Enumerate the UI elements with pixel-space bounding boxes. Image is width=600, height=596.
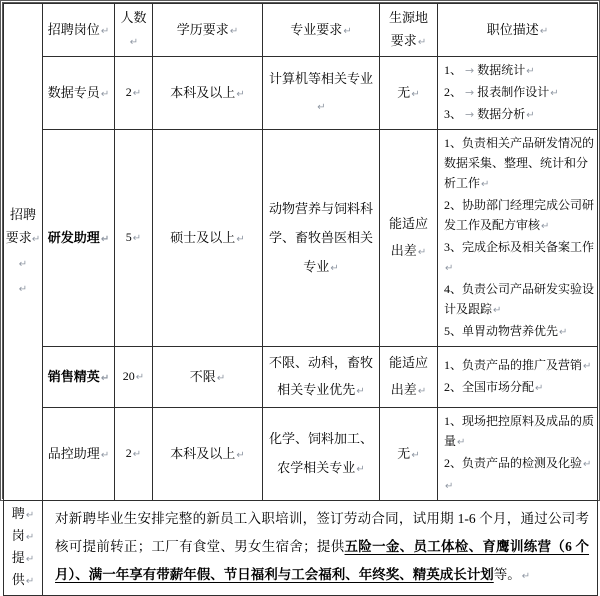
cell-description [438, 408, 598, 501]
cell-position: 数据专员↵ [43, 57, 115, 130]
desc-item: 2、协助部门经理完成公司研发工作及配方审核↵ [444, 198, 595, 232]
cell-major: 不限、动科，畜牧相关专业优先↵ [263, 347, 380, 408]
desc-item: 2、 → 报表制作设计↵ [444, 85, 559, 99]
header-education: 学历要求↵ [153, 4, 263, 57]
footer-label-offer: 聘↵ 岗↵ 提↵ 供↵ [4, 501, 43, 596]
paragraph-mark: ↵ [330, 262, 339, 274]
table-row-benefits [4, 501, 598, 596]
left-label-line2: 要求 [5, 230, 32, 245]
cell-major: 化学、饲料加工、农学相关专业↵ [263, 408, 380, 501]
paragraph-mark: ↵ [526, 66, 535, 77]
table-row-sales-elite [4, 347, 598, 408]
paragraph-mark: ↵ [100, 88, 110, 100]
paragraph-mark: ↵ [417, 37, 427, 48]
table-header-row [4, 4, 598, 57]
paragraph-mark: ↵ [411, 449, 420, 461]
paragraph-mark: ↵ [481, 179, 490, 190]
paragraph-mark: ↵ [445, 263, 454, 274]
cell-description [438, 130, 598, 347]
paragraph-mark: ↵ [356, 464, 365, 475]
paragraph-mark: ↵ [526, 110, 535, 121]
cell-description [438, 347, 598, 408]
paragraph-mark: ↵ [535, 383, 544, 394]
cell-count: 2↵ [115, 57, 153, 130]
paragraph-mark: ↵ [216, 372, 226, 384]
table-row-data-specialist [4, 57, 598, 130]
desc-item: 1、 → 数据统计↵ [444, 63, 535, 77]
tab-mark: → [465, 86, 475, 99]
cell-major: 计算机等相关专业↵ [263, 57, 380, 130]
paragraph-mark: ↵ [356, 386, 365, 397]
left-label-line1: 招聘 [9, 207, 36, 222]
paragraph-mark: ↵ [129, 37, 139, 48]
cell-position: 品控助理↵ [43, 408, 115, 501]
cell-origin: 无↵ [380, 57, 438, 130]
desc-item: 2、负责产品的检测及化验↵ [444, 456, 592, 470]
paragraph-mark: ↵ [417, 247, 427, 258]
header-position: 招聘岗位↵ [43, 4, 115, 57]
paragraph-mark: ↵ [100, 25, 110, 37]
cell-position: 研发助理↵ [43, 130, 115, 347]
cell-major: 动物营养与饲料科学、畜牧兽医相关专业↵ [263, 130, 380, 347]
benefits-text [43, 501, 598, 596]
desc-item: 3、完成企标及相关备案工作↵ [444, 240, 595, 274]
paragraph-mark: ↵ [31, 234, 41, 245]
cell-position: 销售精英↵ [43, 347, 115, 408]
paragraph-mark: ↵ [417, 386, 427, 397]
paragraph-mark: ↵ [539, 25, 549, 37]
cell-count: 20↵ [115, 347, 153, 408]
cell-origin: 能适应出差↵ [380, 130, 438, 347]
paragraph-mark: ↵ [583, 459, 592, 470]
paragraph-mark: ↵ [457, 437, 466, 448]
paragraph-mark: ↵ [445, 481, 454, 492]
paragraph-mark: ↵ [132, 88, 142, 99]
paragraph-mark: ↵ [236, 88, 245, 100]
paragraph-mark: ↵ [25, 532, 35, 543]
paragraph-mark: ↵ [411, 88, 420, 100]
desc-item: 2、全国市场分配↵ [444, 380, 544, 394]
cell-count: 2↵ [115, 408, 153, 501]
benefits-text-normal-2: 等。 [493, 567, 521, 582]
paragraph-mark: ↵ [236, 233, 245, 245]
paragraph-mark: ↵ [100, 372, 110, 384]
header-major: 专业要求↵ [263, 4, 380, 57]
recruitment-table [3, 3, 598, 596]
desc-item: 1、现场把控原料及成品的质量↵ [444, 414, 595, 448]
paragraph-mark: ↵ [18, 259, 28, 270]
desc-item: 1、负责相关产品研发情况的数据采集、整理、统计和分析工作↵ [444, 136, 595, 190]
paragraph-mark: ↵ [559, 327, 568, 338]
paragraph-mark: ↵ [100, 449, 110, 461]
paragraph-mark: ↵ [493, 305, 502, 316]
paragraph-mark: ↵ [25, 576, 35, 587]
table-row-rd-assistant [4, 130, 598, 347]
cell-education: 本科及以上↵ [153, 408, 263, 501]
paragraph-mark: ↵ [132, 233, 142, 244]
paragraph-mark: ↵ [541, 221, 550, 232]
paragraph-mark: ↵ [18, 284, 28, 295]
desc-item [444, 475, 595, 497]
paragraph-mark: ↵ [550, 88, 559, 99]
header-origin: 生源地要求↵ [380, 4, 438, 57]
desc-item: 5、单胃动物营养优先↵ [444, 324, 568, 338]
tab-mark: → [465, 108, 475, 121]
cell-count: 5↵ [115, 130, 153, 347]
paragraph-mark: ↵ [317, 102, 326, 113]
paragraph-mark: ↵ [583, 361, 592, 372]
cell-origin: 能适应出差↵ [380, 347, 438, 408]
tab-mark: → [465, 64, 475, 77]
paragraph-mark: ↵ [132, 449, 142, 460]
cell-education: 不限↵ [153, 347, 263, 408]
header-count: 人数↵ [115, 4, 153, 57]
left-label-recruitment-requirements [4, 4, 43, 501]
paragraph-mark: ↵ [25, 554, 35, 565]
paragraph-mark: ↵ [100, 233, 110, 245]
paragraph-mark: ↵ [229, 25, 239, 37]
paragraph-mark: ↵ [521, 571, 531, 582]
paragraph-mark: ↵ [343, 25, 352, 37]
table-row-qc-assistant [4, 408, 598, 501]
benefits-text-normal-1: 对新聘毕业生安排完整的新员工入职培训，签订劳动合同，试用期 1-6 个月，通过公司考核可提前转正；工厂有食堂、男女生宿舍；提供 [55, 511, 589, 554]
paragraph-mark: ↵ [25, 510, 35, 521]
cell-origin: 无↵ [380, 408, 438, 501]
desc-item: 3、 → 数据分析↵ [444, 107, 535, 121]
cell-education: 硕士及以上↵ [153, 130, 263, 347]
benefits-text-bold-underline: 五险一金、员工体检、育鹰训练营（6 个月）、满一年享有带薪年假、节日福利与工会福利、年终奖、精英成长计划 [55, 539, 590, 582]
paragraph-mark: ↵ [135, 372, 145, 383]
cell-education: 本科及以上↵ [153, 57, 263, 130]
cell-description [438, 57, 598, 130]
header-description: 职位描述↵ [438, 4, 598, 57]
paragraph-mark: ↵ [236, 449, 245, 461]
desc-item: 1、负责产品的推广及营销↵ [444, 358, 592, 372]
desc-item: 4、负责公司产品研发实验设计及跟踪↵ [444, 282, 595, 316]
